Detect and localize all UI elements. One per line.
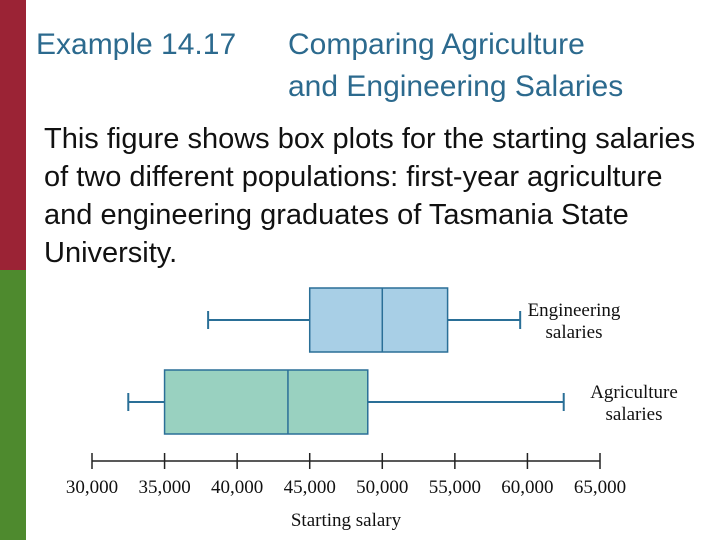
slide-title bbox=[36, 24, 716, 108]
x-axis-label: Starting salary bbox=[290, 510, 402, 531]
engineering-label-line-1: Engineering bbox=[527, 300, 621, 321]
agriculture-label-line-2: salaries bbox=[605, 404, 663, 425]
box-plot-chart bbox=[0, 270, 720, 540]
x-tick-label-30000: 30,000 bbox=[65, 477, 119, 498]
example-label: Example 14.17 bbox=[36, 28, 237, 61]
x-tick-label-60000: 60,000 bbox=[501, 477, 554, 498]
x-tick-label-50000: 50,000 bbox=[356, 477, 409, 498]
title-line-2: and Engineering Salaries bbox=[288, 70, 624, 103]
x-tick-label-35000: 35,000 bbox=[138, 477, 191, 498]
x-tick-label-45000: 45,000 bbox=[283, 477, 336, 498]
engineering-label-line-2: salaries bbox=[545, 322, 603, 343]
title-line-1: Comparing Agriculture bbox=[288, 28, 585, 61]
sidebar-accent-top bbox=[0, 0, 26, 270]
x-tick-label-65000: 65,000 bbox=[573, 477, 627, 498]
agriculture-box bbox=[165, 370, 368, 434]
agriculture-label-line-1: Agriculture bbox=[590, 382, 678, 403]
x-tick-label-40000: 40,000 bbox=[211, 477, 264, 498]
engineering-box bbox=[310, 288, 448, 352]
slide-body-text: This figure shows box plots for the starting salaries of two different populations: first-year agriculture and engineering graduates of Tasmania State University. bbox=[44, 123, 696, 269]
x-tick-label-55000: 55,000 bbox=[428, 477, 481, 498]
